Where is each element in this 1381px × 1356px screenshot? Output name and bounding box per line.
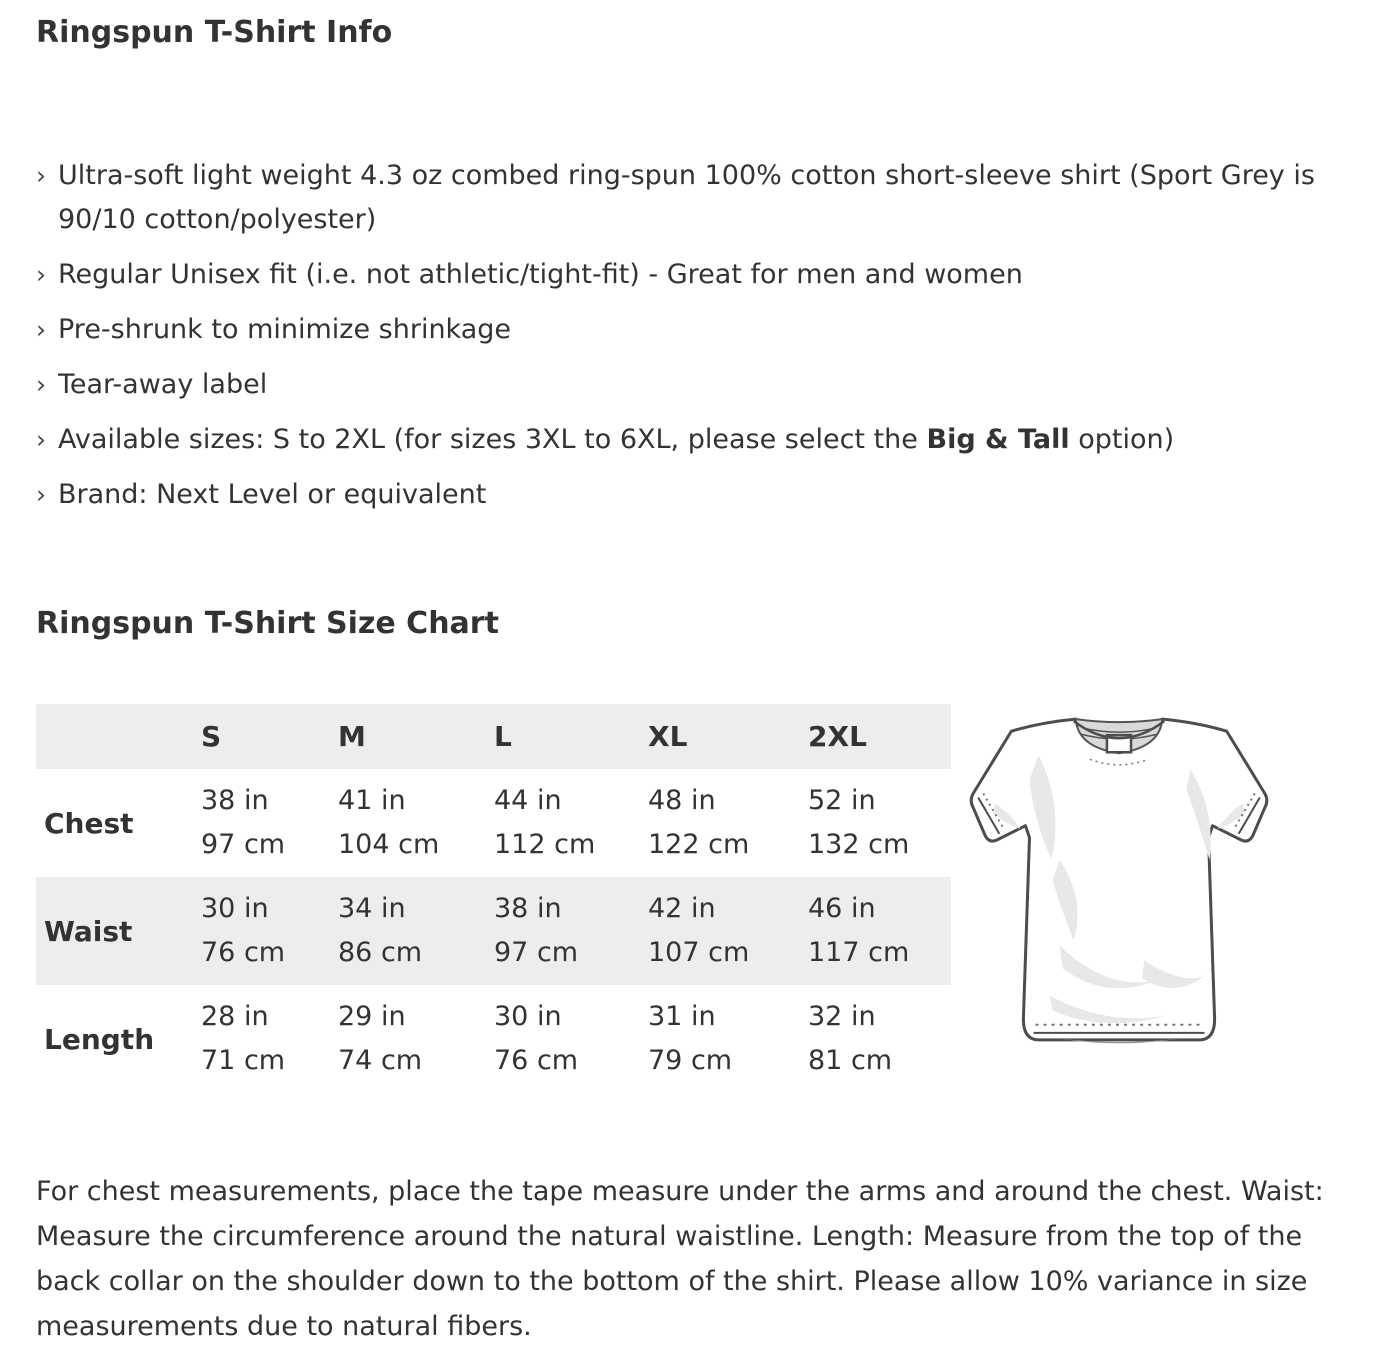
corner-cell: [36, 704, 201, 769]
list-item: [36, 363, 1345, 407]
row-label: Waist: [44, 914, 133, 948]
size-cell-cm: 86 cm: [338, 937, 423, 968]
feature-text: Pre-shrunk to minimize shrinkage: [58, 314, 512, 345]
feature-text: Brand: Next Level or equivalent: [58, 479, 487, 510]
size-cell-cm: 81 cm: [808, 1045, 893, 1076]
size-cell: [338, 985, 494, 1093]
list-item: [36, 253, 1345, 297]
table-header-row: [36, 704, 951, 769]
size-cell: [648, 985, 808, 1093]
size-cell-cm: 71 cm: [201, 1045, 286, 1076]
size-cell-cm: 132 cm: [808, 829, 910, 860]
size-cell-in: 29 in: [338, 1001, 406, 1032]
list-item: [36, 473, 1345, 517]
size-cell-in: 28 in: [201, 1001, 269, 1032]
size-chart-table: [36, 704, 951, 1093]
bullet-icon: ›: [36, 425, 46, 454]
size-cell-in: 38 in: [201, 785, 269, 816]
size-cell-cm: 97 cm: [494, 937, 579, 968]
size-column-header: 2XL: [808, 704, 951, 769]
size-column-header: XL: [648, 704, 808, 769]
feature-text: Tear-away label: [58, 369, 268, 400]
size-cell-in: 46 in: [808, 893, 876, 924]
size-cell-cm: 112 cm: [494, 829, 596, 860]
size-cell-cm: 76 cm: [201, 937, 286, 968]
bullet-icon: ›: [36, 161, 46, 190]
size-column-header: S: [201, 704, 338, 769]
feature-text-bold: Big & Tall: [926, 424, 1070, 455]
feature-text-post: option): [1069, 424, 1175, 455]
size-cell-cm: 79 cm: [648, 1045, 733, 1076]
size-cell: [201, 769, 338, 877]
size-cell-in: 48 in: [648, 785, 716, 816]
size-cell: [201, 877, 338, 985]
row-label: Length: [44, 1022, 155, 1056]
size-cell-in: 31 in: [648, 1001, 716, 1032]
feature-text: Ultra-soft light weight 4.3 oz combed ring-spun 100% cotton short-sleeve shirt (Sport Grey is 90/10 cotton/polyester): [58, 160, 1315, 235]
feature-list: [36, 154, 1345, 517]
size-cell-in: 34 in: [338, 893, 406, 924]
size-cell-in: 41 in: [338, 785, 406, 816]
tshirt-illustration: [963, 707, 1275, 1059]
feature-text: Regular Unisex fit (i.e. not athletic/tight-fit) - Great for men and women: [58, 259, 1023, 290]
table-row: [36, 877, 951, 985]
tshirt-illustration-box: [963, 707, 1275, 1063]
size-cell: [808, 769, 951, 877]
size-cell-cm: 74 cm: [338, 1045, 423, 1076]
size-cell-in: 52 in: [808, 785, 876, 816]
size-cell-cm: 76 cm: [494, 1045, 579, 1076]
size-cell: [808, 877, 951, 985]
size-cell: [808, 985, 951, 1093]
table-row: [36, 985, 951, 1093]
size-cell-cm: 122 cm: [648, 829, 750, 860]
row-label: Chest: [44, 806, 134, 840]
list-item: [36, 418, 1345, 462]
size-chart-heading: Ringspun T-Shirt Size Chart: [36, 606, 499, 641]
size-column-header: M: [338, 704, 494, 769]
table-row: [36, 769, 951, 877]
size-cell-in: 30 in: [201, 893, 269, 924]
size-cell-in: 38 in: [494, 893, 562, 924]
size-cell-in: 44 in: [494, 785, 562, 816]
feature-text: [58, 418, 1174, 462]
size-cell: [494, 877, 648, 985]
size-cell-cm: 107 cm: [648, 937, 750, 968]
size-chart-section: [36, 704, 1345, 1093]
size-cell: [494, 985, 648, 1093]
bullet-icon: ›: [36, 315, 46, 344]
list-item: [36, 308, 1345, 352]
size-cell: [648, 877, 808, 985]
size-cell-cm: 104 cm: [338, 829, 440, 860]
size-cell-cm: 97 cm: [201, 829, 286, 860]
size-cell-in: 30 in: [494, 1001, 562, 1032]
list-item: [36, 154, 1345, 242]
info-heading: Ringspun T-Shirt Info: [36, 15, 393, 50]
size-cell-in: 32 in: [808, 1001, 876, 1032]
measurement-note: For chest measurements, place the tape measure under the arms and around the chest. Waist: Measure the circumference around the natural waistline. Length: Measure from the top of the back collar on the shoulder down to the bottom of the shirt. Please allow 10% variance in size measurements due to natural fibers.: [36, 1176, 1324, 1342]
size-cell: [338, 877, 494, 985]
size-cell: [338, 769, 494, 877]
size-cell: [648, 769, 808, 877]
size-cell-cm: 117 cm: [808, 937, 910, 968]
feature-text-pre: Available sizes: S to 2XL (for sizes 3XL to 6XL, please select the: [58, 424, 927, 455]
bullet-icon: ›: [36, 260, 46, 289]
size-cell: [494, 769, 648, 877]
bullet-icon: ›: [36, 480, 46, 509]
bullet-icon: ›: [36, 370, 46, 399]
size-cell-in: 42 in: [648, 893, 716, 924]
size-cell: [201, 985, 338, 1093]
size-column-header: L: [494, 704, 648, 769]
